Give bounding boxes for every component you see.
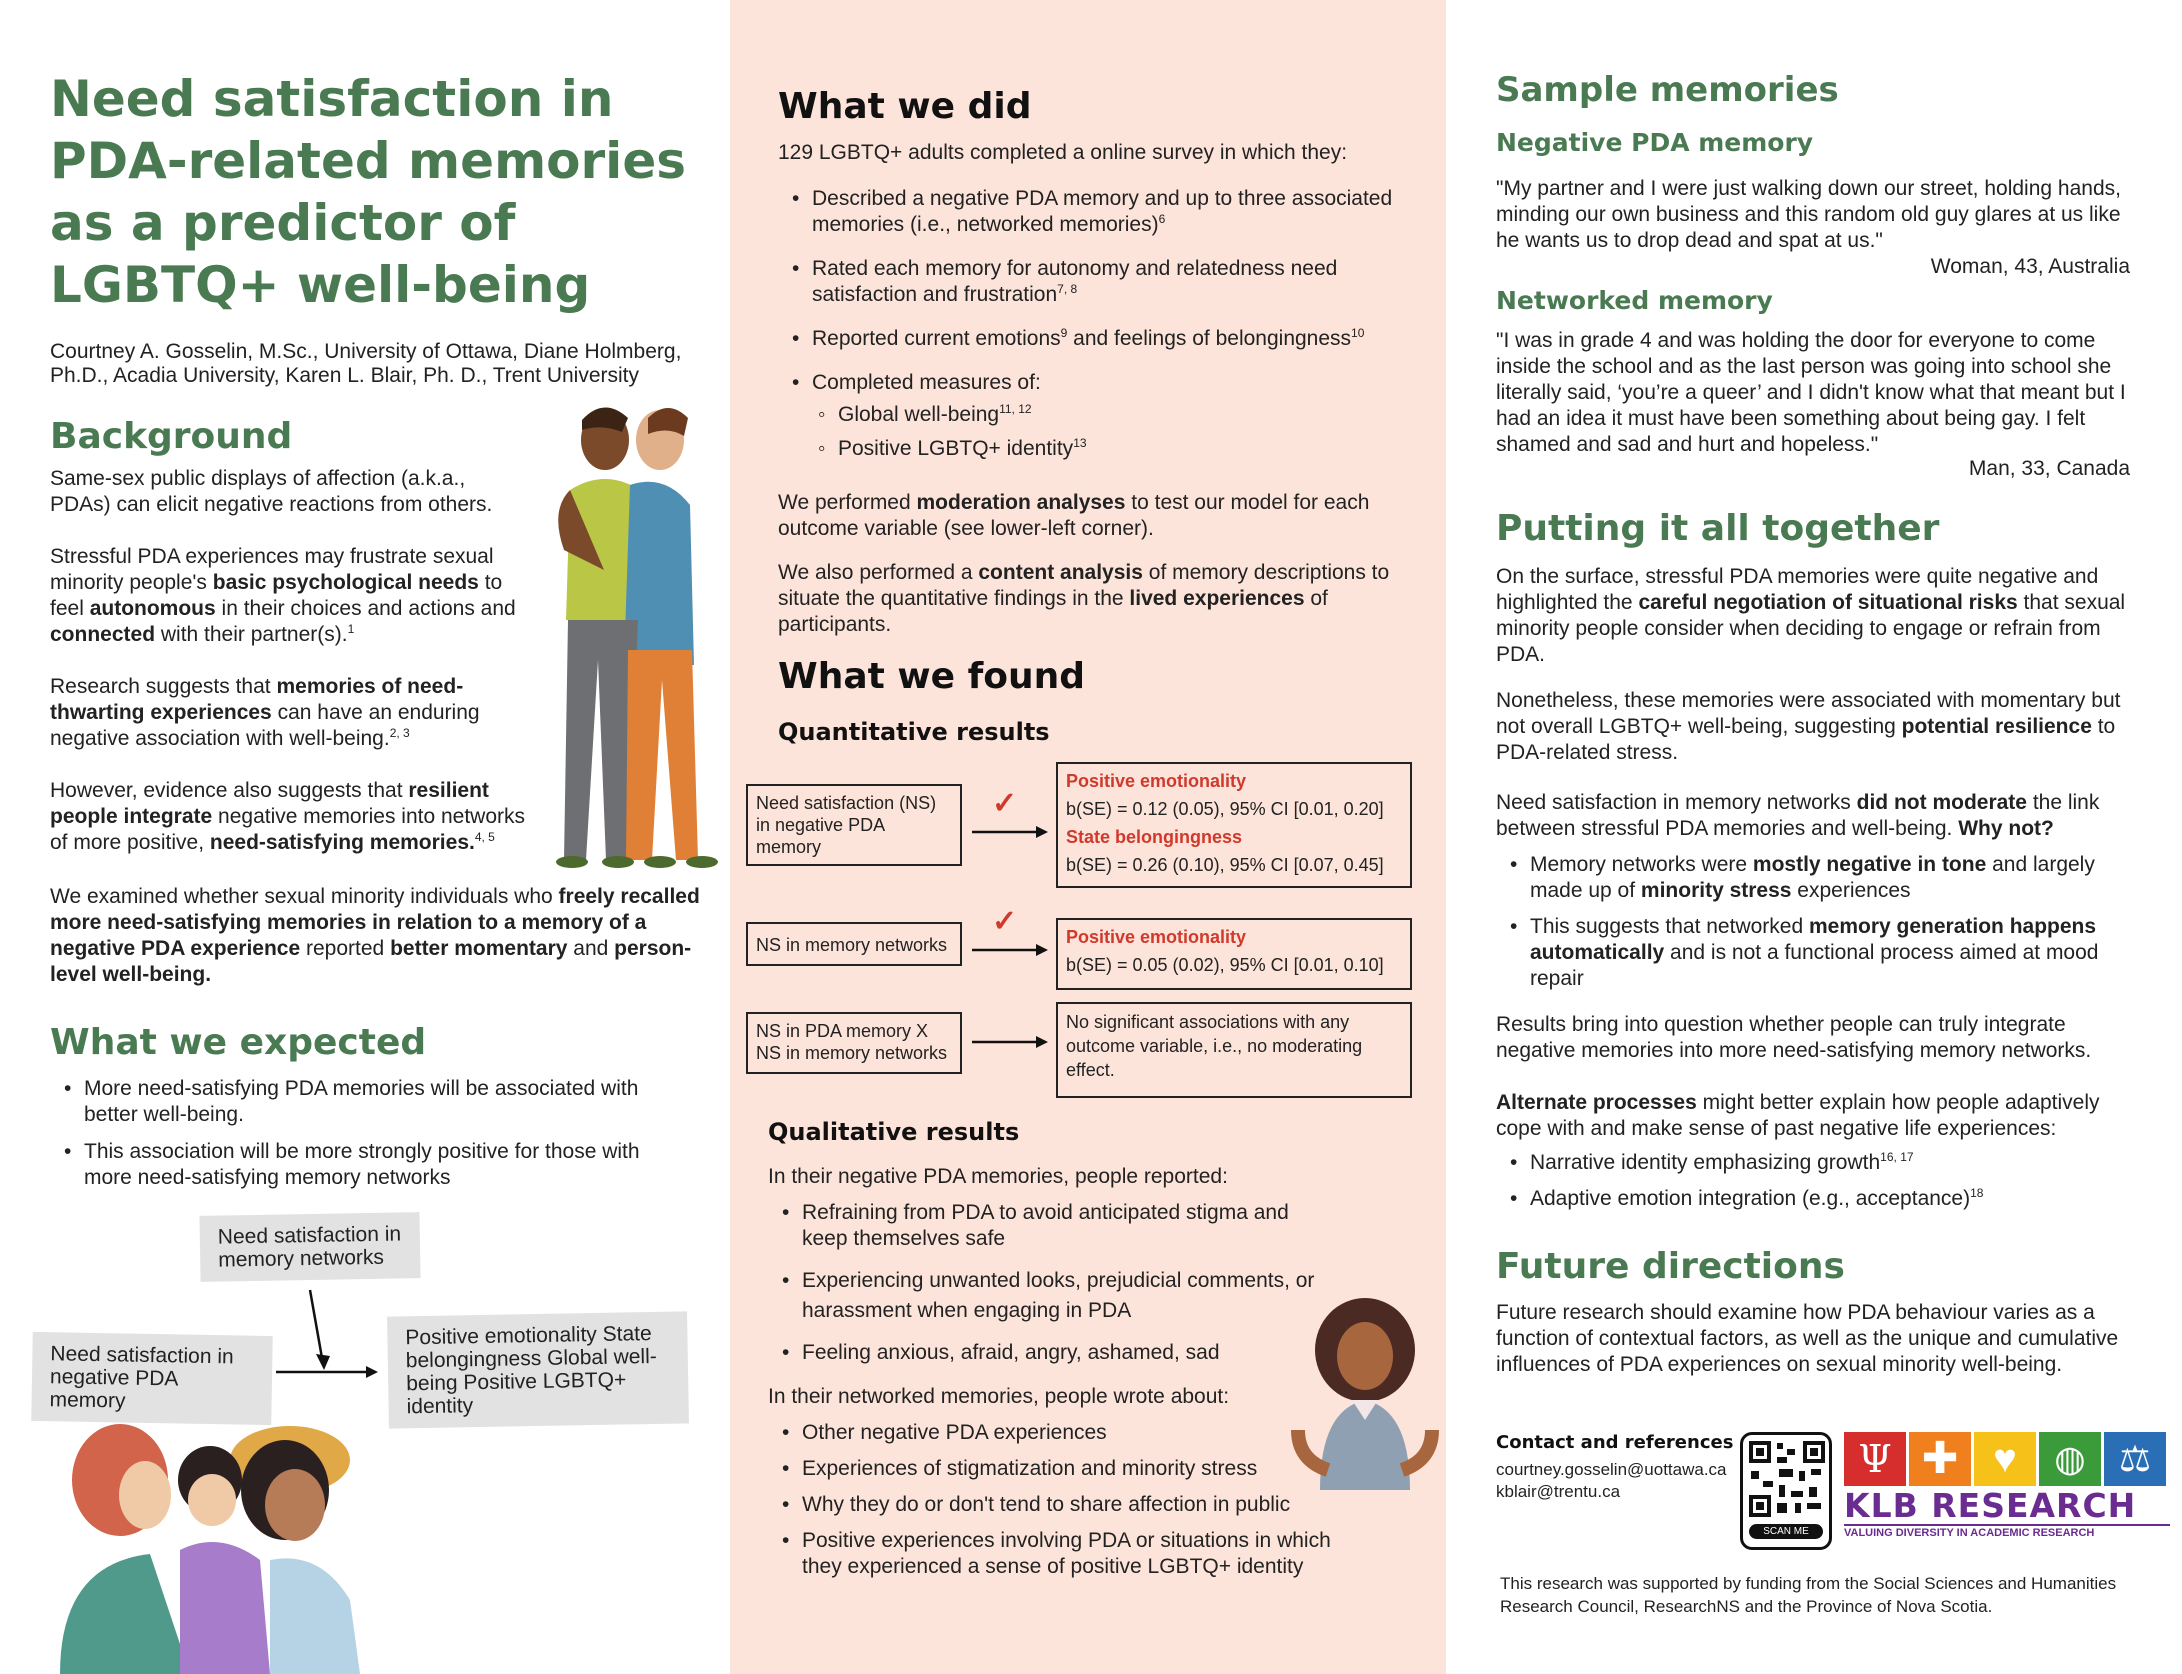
logo-tagline: VALUING DIVERSITY IN ACADEMIC RESEARCH [1844,1524,2170,1539]
funding-note: This research was supported by funding from the Social Sciences and Humanities Research Council, ResearchNS and the Province of Nova Scotia. [1500,1574,2117,1616]
psi-icon: Ψ [1844,1432,1906,1486]
upset-person-illustration [1290,1290,1440,1490]
together-p5: Alternate processes might better explain how people adaptively cope with and make sense of past negative life experiences: [1496,1091,2100,1140]
qual-heading: Qualitative results [768,1118,1020,1146]
quant-row1-arrow [970,820,1050,844]
contact-email-1[interactable]: courtney.gosselin@uottawa.ca [1496,1460,1727,1479]
model-arrows [0,1280,400,1400]
quant-row3-arrow [970,1030,1050,1054]
row2-stat1: b(SE) = 0.05 (0.02), 95% CI [0.01, 0.10] [1066,955,1384,975]
quant-row2-results [1056,918,1412,990]
middle-column [730,0,1446,1674]
klb-logo [1844,1432,2170,1539]
net-memory-quote: "I was in grade 4 and was holding the door for everyone to come inside the school and as the last person was going into school she literally said, ‘you’re a queer’ and I didn't know what that meant but I had an idea it must have been something about being gay. I felt shamed and sad and hurt and hopeless." [1496,329,2126,456]
qual-item: • Experiencing unwanted looks, prejudicial comments, or harassment when engaging in PDA [776,1266,1336,1326]
together-heading: Putting it all together [1496,508,1940,549]
did-sublist [812,402,1406,462]
neg-memory-heading: Negative PDA memory [1496,128,1814,157]
did-subitem: ◦ Positive LGBTQ+ identity$^{13}$ [812,436,1406,462]
scales-icon: ⚖ [2104,1432,2166,1486]
model-outcomes-label: Positive emotionality State belongingness Global well-being Positive LGBTQ+ identity [387,1311,689,1428]
qual-item: • Other negative PDA experiences [776,1420,1366,1446]
neg-memory-attribution: Woman, 43, Australia [1930,255,2130,278]
did-item: • Rated each memory for autonomy and relatedness need satisfaction and frustration$^{7, 8}$ [786,256,1406,308]
row1-stat2: b(SE) = 0.26 (0.10), 95% CI [0.07, 0.45] [1066,855,1384,875]
together-p4: Results bring into question whether people can truly integrate negative memories into more need-satisfying memory networks. [1496,1013,2092,1062]
together-p3: Need satisfaction in memory networks did not moderate the link between stressful PDA memories and well-being. Why not? [1496,791,2100,840]
expected-item: • This association will be more strongly positive for those with more need-satisfying memory networks [58,1139,688,1191]
quant-row2-arrow [970,938,1050,962]
heart-icon: ♥ [1974,1432,2036,1486]
net-memory-attribution: Man, 33, Canada [1968,457,2130,480]
qr-code-icon [1749,1441,1825,1517]
samples-heading: Sample memories [1496,70,1839,110]
expected-heading: What we expected [50,1022,427,1063]
did-subitem: ◦ Global well-being$^{11, 12}$ [812,402,1406,428]
quant-row2-check: ✓ [992,905,1018,938]
expected-list [58,1076,688,1202]
qr-code-frame[interactable] [1740,1432,1832,1550]
qual-item: • Positive experiences involving PDA or situations in which they experienced a sense of positive LGBTQ+ identity [776,1528,1366,1580]
row1-outcome1: Positive emotionality [1066,771,1247,791]
poster-title: Need satisfaction in PDA-related memories as a predictor of LGBTQ+ well-being [50,70,686,314]
qual-item: • Experiences of stigmatization and minority stress [776,1456,1366,1482]
did-intro: 129 LGBTQ+ adults completed a online survey in which they: [778,141,1348,164]
row2-outcome1: Positive emotionality [1066,927,1247,947]
together-item: • Memory networks were mostly negative in tone and largely made up of minority stress experiences [1504,852,2134,904]
together-list2 [1504,1150,2134,1223]
background-p3: Research suggests that memories of need-thwarting experiences can have an enduring negative association with well-being.$^{2, 3}$ [50,675,480,750]
authors: Courtney A. Gosselin, M.Sc., University of Ottawa, Diane Holmberg, Ph.D., Acadia University, Karen L. Blair, Ph. D., Trent University [50,340,682,387]
qual-item: • Refraining from PDA to avoid anticipated stigma and keep themselves safe [776,1200,1336,1252]
background-heading: Background [50,416,293,457]
together-item: • This suggests that networked memory generation happens automatically and is not a functional process aimed at mood repair [1504,914,2134,992]
family-illustration [40,1390,380,1674]
quant-row3-results: No significant associations with any outcome variable, i.e., no moderating effect. [1056,1002,1412,1098]
model-moderator-label: Need satisfaction in memory networks [199,1212,420,1282]
globe-icon: ◍ [2039,1432,2101,1486]
row1-stat1: b(SE) = 0.12 (0.05), 95% CI [0.01, 0.20] [1066,799,1384,819]
background-text [50,466,530,856]
medical-cross-icon: ✚ [1909,1432,1971,1486]
background-p1: Same-sex public displays of affection (a.k.a., PDAs) can elicit negative reactions from others. [50,467,493,516]
did-content: We also performed a content analysis of memory descriptions to situate the quantitative findings in the lived experiences of participants. [778,561,1390,636]
right-column [1446,0,2182,1674]
quant-row3-predictor: NS in PDA memory X NS in memory networks [746,1012,962,1074]
contact-email-2[interactable]: kblair@trentu.ca [1496,1482,1621,1501]
qual-item: • Feeling anxious, afraid, angry, ashamed, sad [776,1340,1336,1366]
future-heading: Future directions [1496,1246,1845,1287]
did-item: • Reported current emotions$^9$ and feelings of belongingness$^{10}$ [786,326,1406,352]
quant-row1-results [1056,762,1412,888]
net-memory-heading: Networked memory [1496,286,1773,315]
expected-item: • More need-satisfying PDA memories will be associated with better well-being. [58,1076,688,1128]
together-p1: On the surface, stressful PDA memories were quite negative and highlighted the careful negotiation of situational risks that sexual minority people consider when deciding to engage or refrain from PDA. [1496,565,2126,666]
model-predictor-label: Need satisfaction in negative PDA memory [31,1332,273,1425]
found-heading: What we found [778,656,1086,697]
qual-item: • Why they do or don't tend to share affection in public [776,1492,1366,1518]
together-item: • Adaptive emotion integration (e.g., acceptance)$^{18}$ [1504,1186,2134,1212]
background-p5: We examined whether sexual minority individuals who freely recalled more need-satisfying memories in relation to a memory of a negative PDA experience reported better momentary and person-level well-being. [50,885,700,986]
contact-heading: Contact and references [1496,1432,1734,1453]
neg-memory-quote: "My partner and I were just walking down our street, holding hands, minding our own business and this random old guy glares at us like he wants us to drop dead and spat at us." [1496,177,2121,252]
did-list [786,186,1406,470]
quant-row1-check: ✓ [992,787,1018,820]
did-heading: What we did [778,86,1032,127]
quant-heading: Quantitative results [778,718,1050,746]
qual-intro1: In their negative PDA memories, people reported: [768,1165,1228,1188]
together-item: • Narrative identity emphasizing growth$^{16, 17}$ [1504,1150,2134,1176]
together-p2: Nonetheless, these memories were associated with momentary but not overall LGBTQ+ well-being, suggesting potential resilience to PDA-related stress. [1496,689,2121,764]
background-p4: However, evidence also suggests that resilient people integrate negative memories into networks of more positive, need-satisfying memories.$^{4, 5}$ [50,779,526,854]
together-list1 [1504,852,2134,1003]
quant-row2-predictor: NS in memory networks [746,922,962,966]
logo-tiles [1844,1432,2170,1486]
did-item: • Completed measures of: ◦ Global well-being$^{11, 12}$ ◦ Positive LGBTQ+ identity$^{13}$ [786,370,1406,462]
future-text: Future research should examine how PDA behaviour varies as a function of contextual factors, as well as the unique and cumulative influences of PDA experiences on sexual minority well-being. [1496,1301,2119,1376]
did-item: • Described a negative PDA memory and up to three associated memories (i.e., networked memories)$^6$ [786,186,1406,238]
left-column [0,0,730,1674]
background-p2: Stressful PDA experiences may frustrate sexual minority people's basic psychological needs to feel autonomous in their choices and actions and connected with their partner(s).$^1$ [50,545,516,646]
did-moderation: We performed moderation analyses to test our model for each outcome variable (see lower-left corner). [778,491,1370,540]
qual-list2 [776,1420,1366,1591]
logo-name: KLB RESEARCH [1844,1486,2137,1525]
quant-row1-predictor: Need satisfaction (NS) in negative PDA memory [746,784,962,866]
row1-outcome2: State belongingness [1066,827,1243,847]
qual-list1 [776,1200,1336,1377]
qual-intro2: In their networked memories, people wrote about: [768,1385,1230,1408]
scan-me-label: SCAN ME [1749,1524,1823,1539]
couple-illustration [510,400,740,870]
